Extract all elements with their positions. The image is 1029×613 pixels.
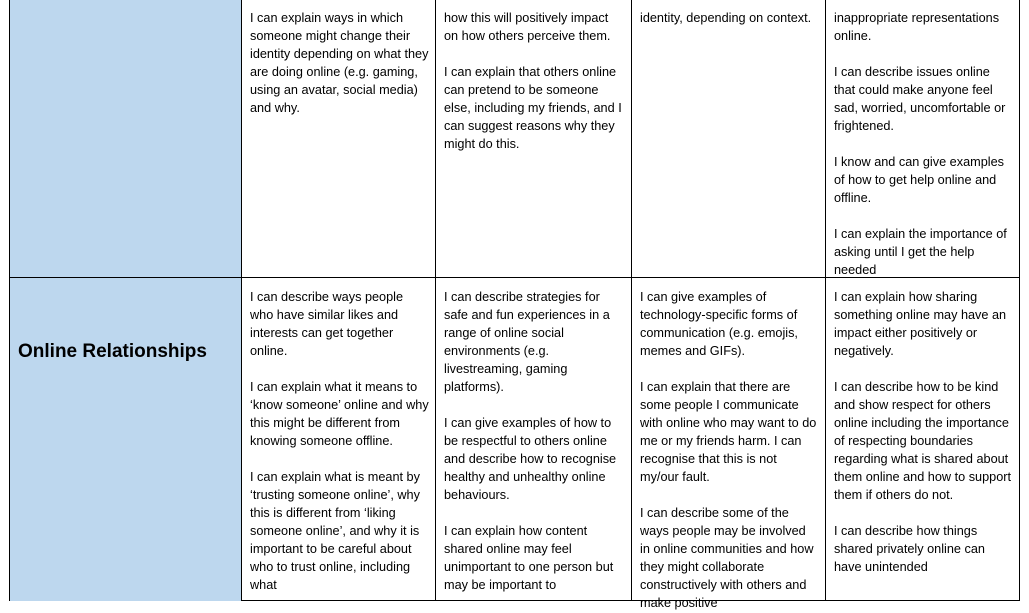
topic-cell-identity <box>9 0 241 277</box>
topic-label: Online Relationships <box>18 341 207 362</box>
statement-text: inappropriate representations online. <box>834 11 1000 43</box>
statement-text: I can describe how things shared privately online can have unintended <box>834 524 985 574</box>
statement-text: I can explain the importance of asking until I get the help needed <box>834 227 1007 277</box>
statement-cell <box>435 277 631 601</box>
statement-text: I can give examples of technology-specific forms of communication (e.g. emojis, memes and GIFs). <box>640 290 798 358</box>
statement-cell <box>435 0 631 277</box>
statement-cell <box>631 277 825 610</box>
statement-text: how this will positively impact on how others perceive them. <box>444 11 611 43</box>
statement-text: I can give examples of how to be respectful to others online and describe how to recognise healthy and unhealthy online behaviours. <box>444 416 617 502</box>
statement-text: I can explain what is meant by ‘trusting someone online’, why this is different from ‘liking someone online’, and why it is important to be careful about who to trust online, including what <box>250 470 420 592</box>
statement-text: I can explain that others online can pretend to be someone else, including my friends, and I can suggest reasons why they might do this. <box>444 65 622 151</box>
statement-text: identity, depending on context. <box>640 11 812 25</box>
statement-text: I can describe some of the ways people may be involved in online communities and how they might collaborate constructively with others and make positive <box>640 506 814 610</box>
statement-text: I can describe strategies for safe and fun experiences in a range of online social environments (e.g. livestreaming, gaming platforms). <box>444 290 610 394</box>
statement-text: I know and can give examples of how to get help online and offline. <box>834 155 1004 205</box>
statement-text: I can explain that there are some people I communicate with online who may want to do me or my friends harm. I can recognise that this is not my/our fault. <box>640 380 817 484</box>
curriculum-table <box>9 0 1020 610</box>
statement-text: I can describe how to be kind and show respect for others online including the importance of respecting boundaries regarding what is shared about them online and how to support them if others do not. <box>834 380 1012 502</box>
topic-cell-online-relationships <box>9 277 241 601</box>
statement-text: I can describe issues online that could make anyone feel sad, worried, uncomfortable or frightened. <box>834 65 1006 133</box>
statement-cell <box>241 0 435 277</box>
statement-text: I can explain how content shared online may feel unimportant to one person but may be important to <box>444 524 614 592</box>
statement-cell <box>241 277 435 601</box>
statement-cell <box>825 277 1020 601</box>
statement-cell <box>631 0 825 277</box>
statement-text: I can explain how sharing something online may have an impact either positively or negatively. <box>834 290 1007 358</box>
statement-text: I can explain what it means to ‘know someone’ online and why this might be different from knowing someone offline. <box>250 380 429 448</box>
statement-text: I can describe ways people who have similar likes and interests can get together online. <box>250 290 404 358</box>
statement-text: I can explain ways in which someone might change their identity depending on what they are doing online (e.g. gaming, using an avatar, social media) and why. <box>250 11 429 115</box>
statement-cell <box>825 0 1020 277</box>
